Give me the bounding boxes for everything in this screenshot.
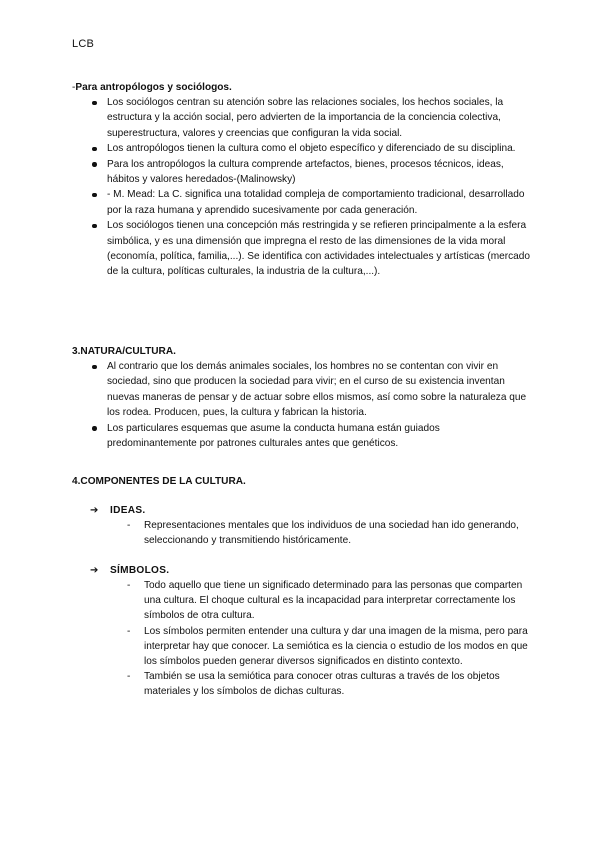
- list-item: - M. Mead: La C. significa una totalidad compleja de comportamiento tradicional, desarrollado por la raza humana y aprendido sucesivamente por cada generación.: [72, 187, 532, 218]
- list-item: - Todo aquello que tiene un significado determinado para las personas que comparten una cultura. El choque cultural es la incapacidad para interpretar correctamente los símbolos de otra cultura.: [126, 578, 530, 624]
- section-natura-cultura: [72, 344, 532, 451]
- subsection-ideas-title: [90, 503, 145, 518]
- arrow-right-icon: ➔: [90, 565, 99, 576]
- arrow-right-icon: ➔: [90, 505, 99, 516]
- list-item: Los particulares esquemas que asume la conducta humana están guiados predominantemente por patrones culturales antes que genéticos.: [72, 421, 532, 452]
- subsection-simbolos-title: [90, 563, 169, 578]
- section-heading: 4.COMPONENTES DE LA CULTURA.: [72, 476, 246, 487]
- list-item: Los sociólogos centran su atención sobre las relaciones sociales, los hechos sociales, la estructura y la acción social, pero advierten de la importancia de la conciencia colectiva, superestructura, valores y creencias que configuran la vida social.: [72, 95, 532, 141]
- subsection-title-text: IDEAS.: [110, 505, 146, 516]
- section-heading: 3.NATURA/CULTURA.: [72, 346, 176, 357]
- page-header-initials: LCB: [72, 38, 94, 50]
- bullet-list: [72, 359, 532, 451]
- simbolos-dash-list: [126, 578, 530, 700]
- heading-text: Para antropólogos y sociólogos.: [75, 82, 232, 93]
- list-item: - También se usa la semiótica para conocer otras culturas a través de los objetos materiales y los símbolos de dichas culturas.: [126, 669, 530, 699]
- heading-prefix: -: [72, 82, 76, 93]
- list-item: Para los antropólogos la cultura comprende artefactos, bienes, procesos técnicos, ideas, hábitos y valores heredados-(Malinowsky): [72, 157, 532, 188]
- section-components: [72, 474, 532, 489]
- subsection-title-text: SÍMBOLOS.: [110, 565, 170, 576]
- list-item: - Representaciones mentales que los individuos de una sociedad han ido generando, seleccionando y transmitiendo históricamente.: [126, 518, 530, 548]
- ideas-dash-list: [126, 518, 530, 548]
- section-anthropologists-sociologists: [72, 80, 532, 280]
- list-item: - Los símbolos permiten entender una cultura y dar una imagen de la misma, pero para interpretar hay que conocer. La semiótica es la ciencia o estudio de los modos en que los símbolos pueden generar diversos significados en distinto contexto.: [126, 624, 530, 670]
- bullet-list: [72, 95, 532, 280]
- list-item: Al contrario que los demás animales sociales, los hombres no se contentan con vivir en sociedad, sino que producen la sociedad para vivir; en el curso de su existencia inventan nuevas maneras de pensar y de actuar sobre ellos mismos, así como sobre la naturaleza que los rodea. Producen, pues, la cultura y fabrican la historia.: [72, 359, 532, 421]
- list-item: Los antropólogos tienen la cultura como el objeto específico y diferenciado de su disciplina.: [72, 141, 532, 156]
- section-heading: [72, 80, 532, 95]
- list-item: Los sociólogos tienen una concepción más restringida y se refieren principalmente a la esfera simbólica, y es una dimensión que impregna el resto de las dimensiones de la vida moral (economía, política, familia,...). Se identifica con actividades intelectuales y artísticas (mercado de la cultura, políticas culturales, la industria de la cultura,...).: [72, 218, 532, 280]
